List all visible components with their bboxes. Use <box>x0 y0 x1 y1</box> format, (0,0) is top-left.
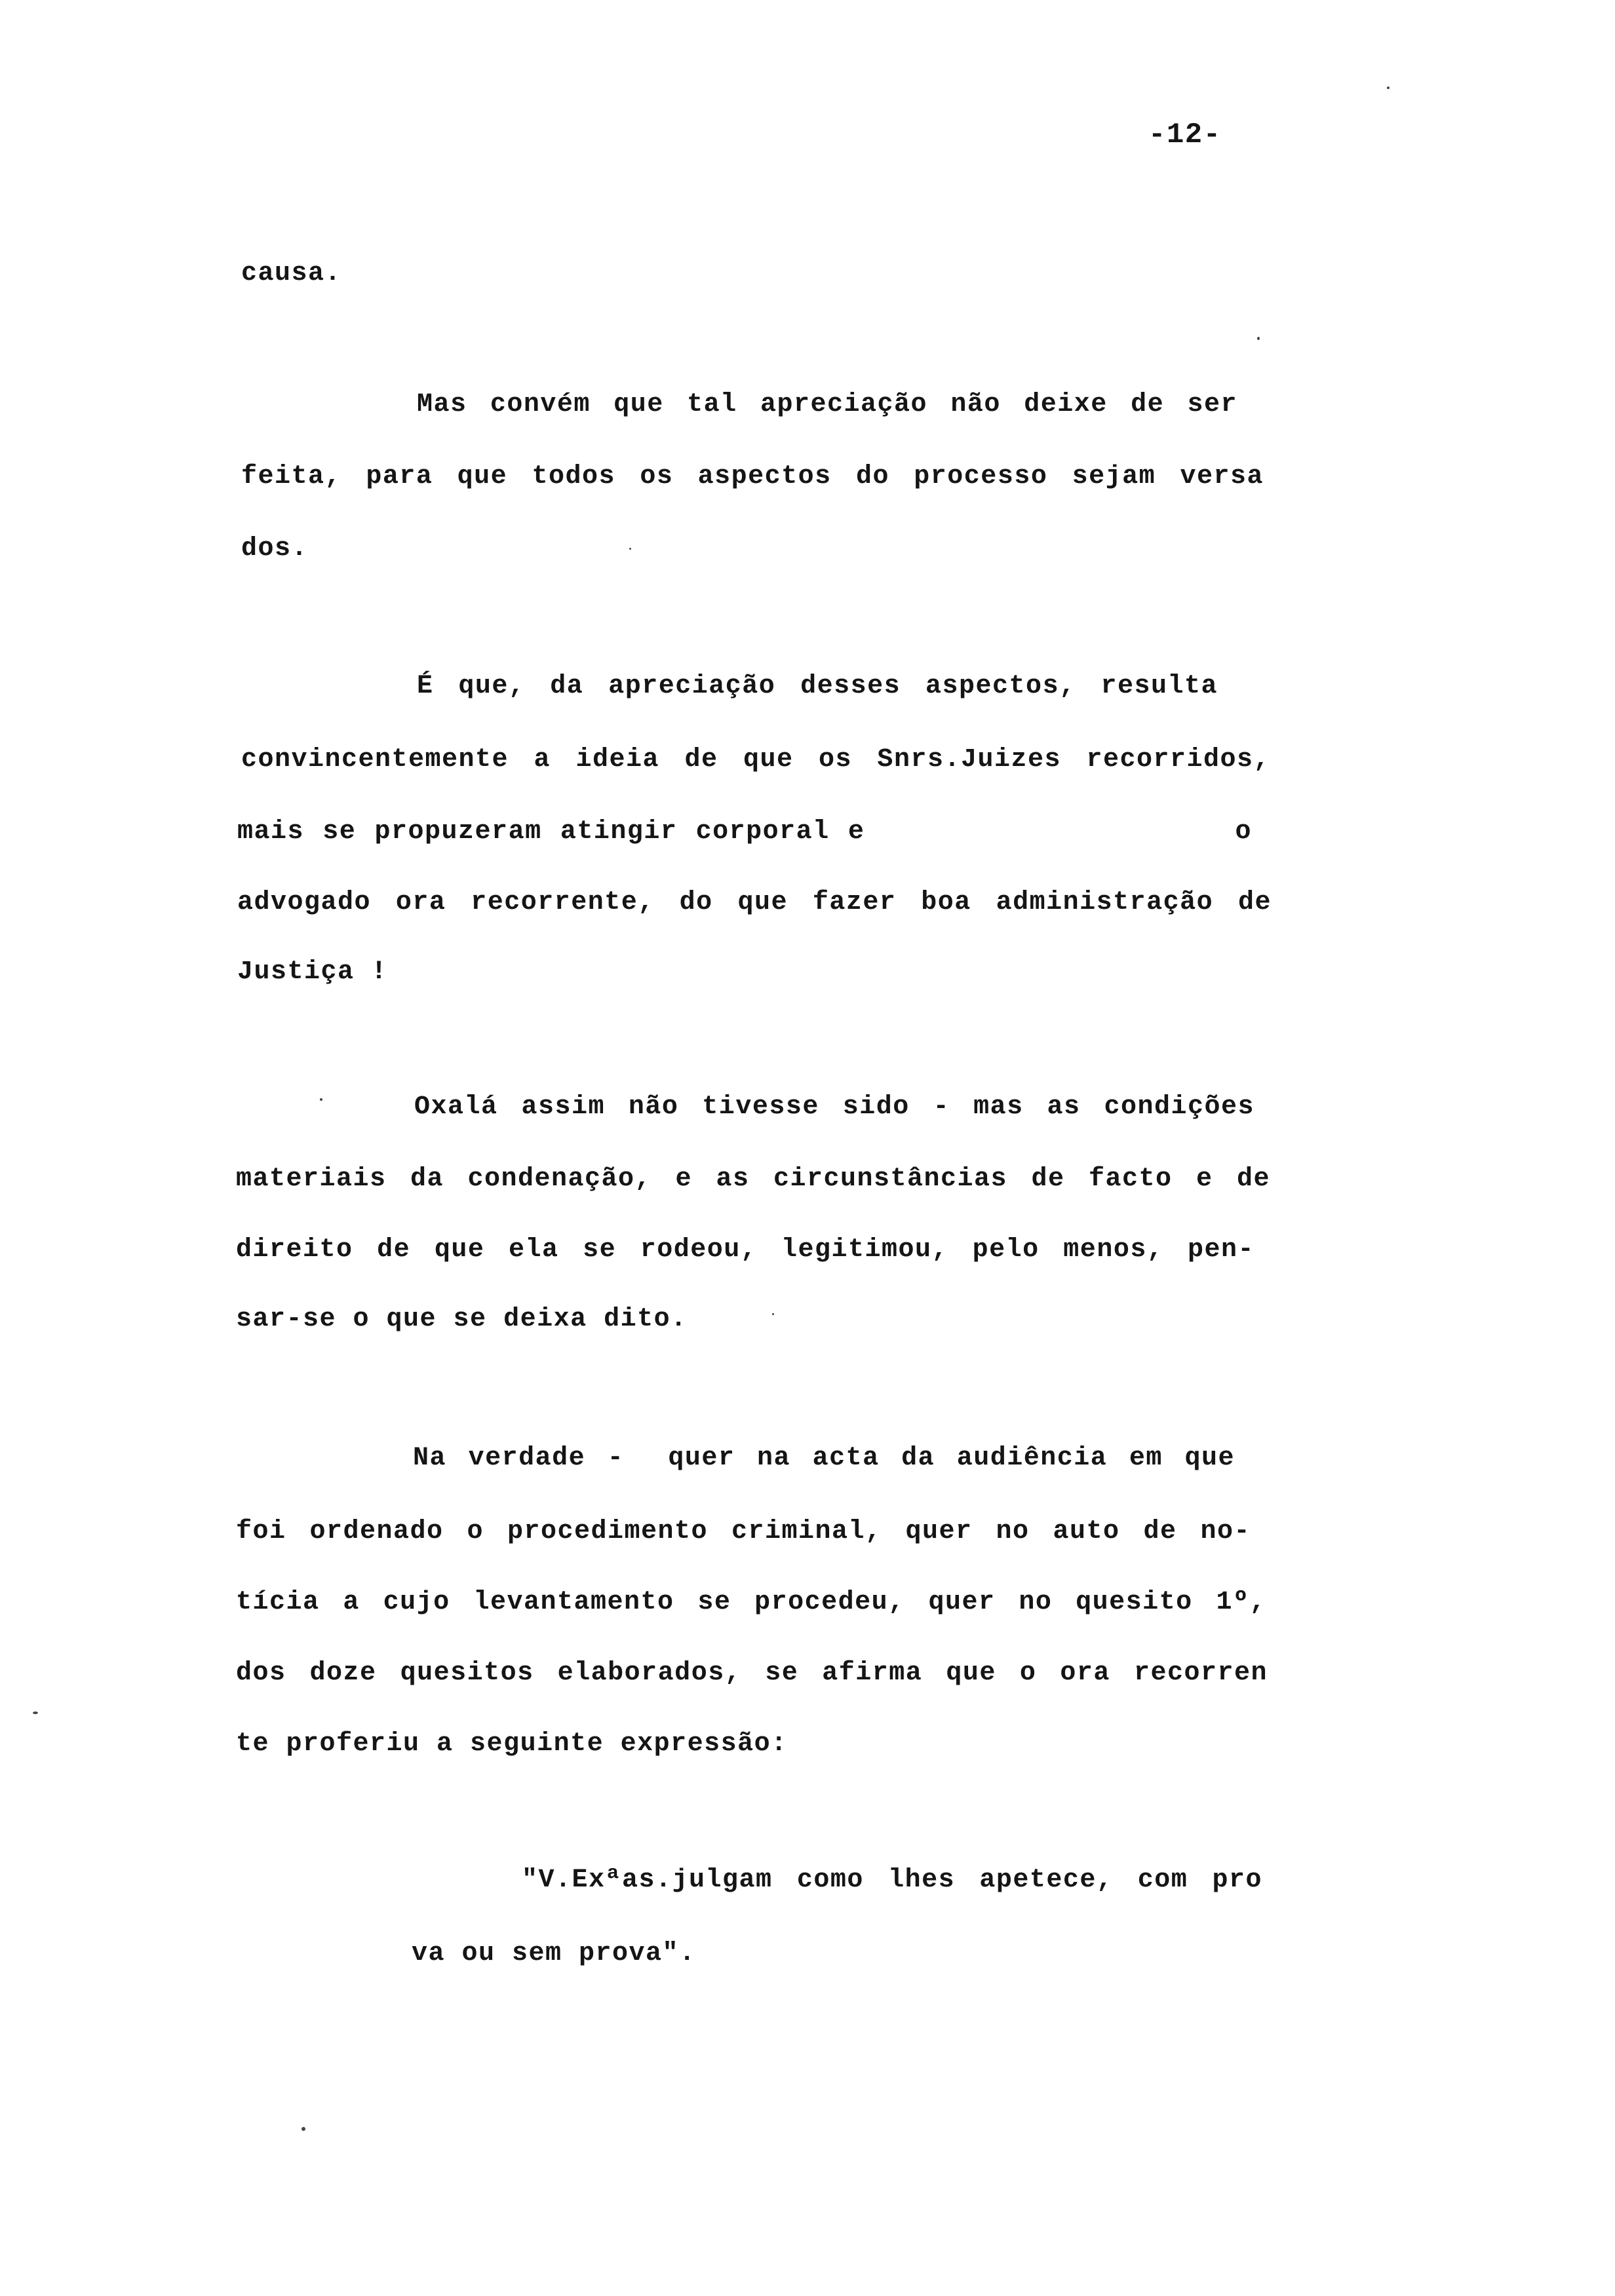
quote-line: va ou sem prova". <box>412 1939 696 1968</box>
text-line: Mas convém que tal apreciação não deixe de ser <box>417 390 1237 419</box>
text-line: mais se propuzeram atingir corporal e o <box>237 817 1252 847</box>
scan-speck <box>320 1098 322 1101</box>
quote-line: "V.Exªas.julgam como lhes apetece, com pro <box>522 1866 1262 1895</box>
scan-speck <box>1387 86 1390 89</box>
text-line: direito de que ela se rodeou, legitimou, pelo menos, pen- <box>236 1235 1255 1265</box>
text-line: te proferiu a seguinte expressão: <box>236 1729 788 1759</box>
text-line: convincentemente a ideia de que os Snrs.Juizes recorridos, <box>241 745 1270 775</box>
text-line: materiais da condenação, e as circunstâncias de facto e de <box>236 1164 1270 1194</box>
text-line: dos doze quesitos elaborados, se afirma que o ora recorren <box>236 1658 1268 1688</box>
text-line: feita, para que todos os aspectos do processo sejam versa <box>241 462 1264 491</box>
text-line: causa. <box>241 259 342 288</box>
scan-speck <box>772 1313 774 1315</box>
text-line: É que, da apreciação desses aspectos, resulta <box>417 672 1218 701</box>
text-line: Na verdade - quer na acta da audiência em que <box>413 1444 1235 1473</box>
text-line: Justiça ! <box>237 957 388 987</box>
text-line: sar-se o que se deixa dito. <box>236 1305 688 1334</box>
scan-speck <box>1257 337 1260 340</box>
scan-speck <box>629 548 631 550</box>
scan-speck <box>302 2127 305 2131</box>
text-line: foi ordenado o procedimento criminal, quer no auto de no- <box>236 1517 1251 1546</box>
page-number: -12- <box>1148 119 1222 151</box>
scan-speck <box>33 1712 38 1714</box>
text-line: Oxalá assim não tivesse sido - mas as condições <box>414 1092 1255 1122</box>
text-line: advogado ora recorrente, do que fazer boa administração de <box>237 888 1272 917</box>
text-line: dos. <box>241 534 309 564</box>
text-line: tícia a cujo levantamento se procedeu, quer no quesito 1º, <box>236 1588 1266 1617</box>
